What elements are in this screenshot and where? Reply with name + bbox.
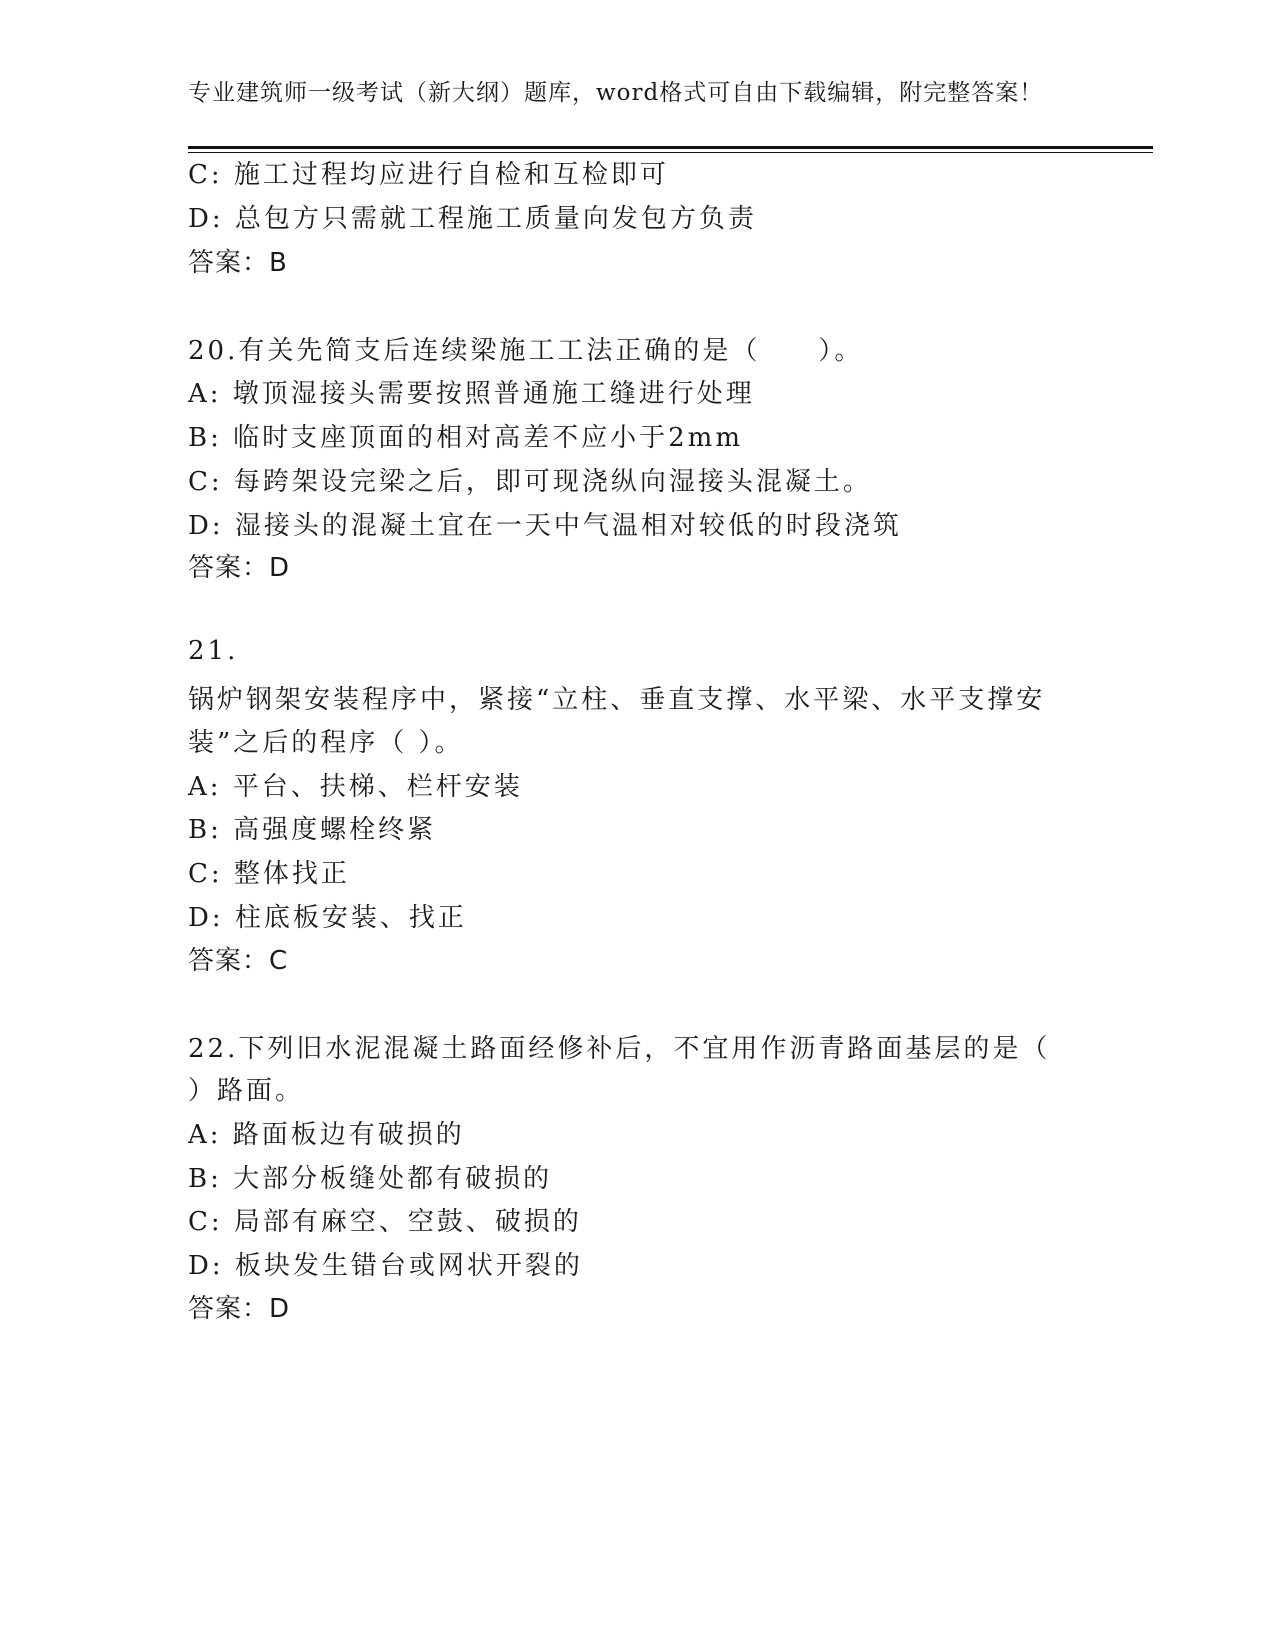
question-21-option-b: B: 高强度螺栓终紧	[188, 815, 437, 845]
question-21-stem-line2: 装”之后的程序（ ）。	[188, 728, 464, 758]
question-22-option-a: A: 路面板边有破损的	[188, 1120, 465, 1150]
question-20-option-a: A: 墩顶湿接头需要按照普通施工缝进行处理	[188, 379, 755, 409]
question-20-option-b: B: 临时支座顶面的相对高差不应小于2mm	[188, 423, 743, 453]
page-header: 专业建筑师一级考试（新大纲）题库，word格式可自由下载编辑，附完整答案！	[188, 80, 1044, 106]
question-22-option-d: D: 板块发生错台或网状开裂的	[188, 1251, 583, 1281]
question-21-option-d: D: 柱底板安装、找正	[188, 903, 467, 933]
question-21-stem-line1: 锅炉钢架安装程序中，紧接“立柱、垂直支撑、水平梁、水平支撑安	[188, 685, 1046, 715]
question-21-number: 21.	[188, 636, 239, 666]
question-20-stem: 20.有关先简支后连续梁施工工法正确的是（ ）。	[188, 336, 864, 366]
header-rule-thick	[188, 146, 1153, 149]
question-21-answer: 答案：C	[188, 946, 289, 976]
question-20-option-d: D: 湿接头的混凝土宜在一天中气温相对较低的时段浇筑	[188, 511, 902, 541]
answer: 答案：B	[188, 248, 288, 278]
option-c: C: 施工过程均应进行自检和互检即可	[188, 160, 669, 190]
header-rule-thin	[188, 152, 1153, 153]
question-22-stem-line2: ）路面。	[188, 1076, 305, 1106]
question-20-option-c: C: 每跨架设完梁之后，即可现浇纵向湿接头混凝土。	[188, 467, 872, 497]
question-21-option-a: A: 平台、扶梯、栏杆安装	[188, 772, 523, 802]
question-21-option-c: C: 整体找正	[188, 859, 350, 889]
question-22-answer: 答案：D	[188, 1294, 291, 1324]
question-22-stem-line1: 22.下列旧水泥混凝土路面经修补后，不宜用作沥青路面基层的是（	[188, 1034, 1051, 1064]
option-d: D: 总包方只需就工程施工质量向发包方负责	[188, 204, 757, 234]
question-22-option-b: B: 大部分板缝处都有破损的	[188, 1164, 553, 1194]
question-22-option-c: C: 局部有麻空、空鼓、破损的	[188, 1207, 582, 1237]
question-20-answer: 答案：D	[188, 553, 291, 583]
